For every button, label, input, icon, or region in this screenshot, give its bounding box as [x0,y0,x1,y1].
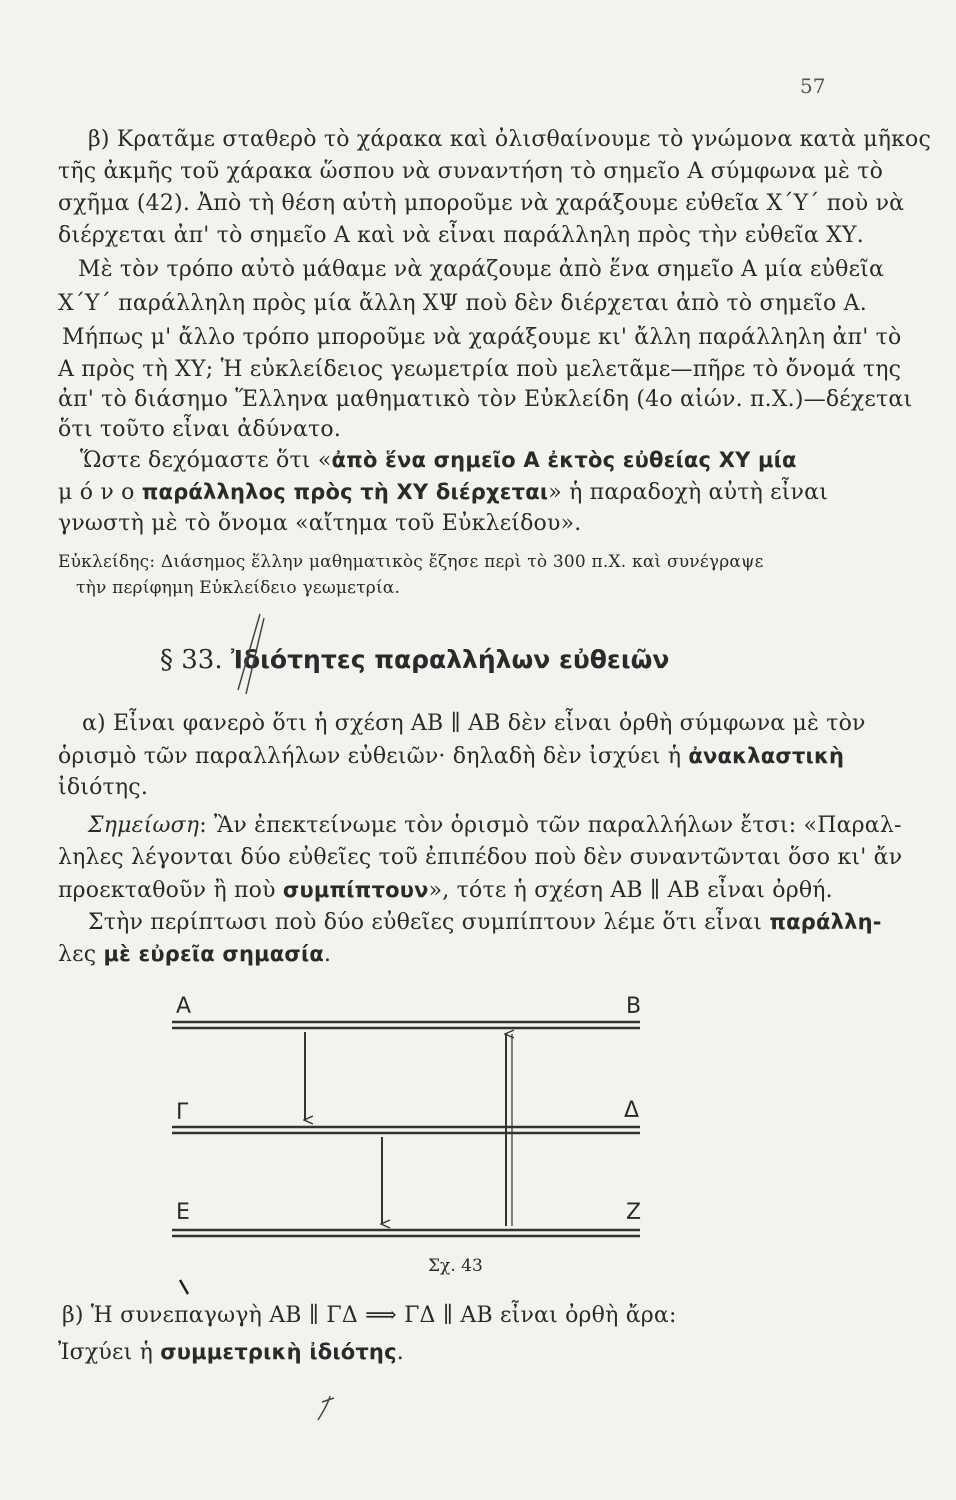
text-line: ἰδιότης. [58,775,149,800]
figure-caption: Σχ. 43 [428,1256,483,1276]
text-line: Α πρὸς τὴ ΧΥ; Ἡ εὐκλείδειος γεωμετρία ποὺ μελετᾶμε—πῆρε τὸ ὄνομά της [58,357,902,382]
label-z: Ζ [626,1200,642,1225]
text-line: τῆς ἀκμῆς τοῦ χάρακα ὥσπου νὰ συναντήση τὸ σημεῖο Α σύμφωνα μὲ τὸ [58,159,884,184]
text-span: λες [58,942,104,967]
text-span: ὁρισμὸ τῶν παραλλήλων εὐθειῶν· δηλαδὴ δὲν ἰσχύει ἡ [58,744,689,769]
label-a: Α [176,994,192,1019]
section-title: Ἰδιότητες παραλλήλων εὐθειῶν [230,645,670,674]
text-line: Μήπως μ' ἄλλο τρόπο μποροῦμε νὰ χαράξουμε κι' ἄλλη παράλληλη ἀπ' τὸ [62,325,902,350]
text-span: Ἰσχύει ἡ [58,1340,161,1365]
page-number: 57 [800,74,826,98]
text-line: διέρχεται ἀπ' τὸ σημεῖο Α καὶ νὰ εἶναι παράλληλη πρὸς τὴν εὐθεῖα ΧΥ. [58,223,864,248]
text-span: », τότε ἡ σχέση ΑΒ ∥ ΑΒ εἶναι ὀρθή. [428,878,833,903]
label-e: Ε [176,1200,190,1225]
bold-span: παράλλη- [769,910,882,934]
text-span: Στὴν περίπτωσι ποὺ δύο εὐθεῖες συμπίπτουν λέμε ὅτι εἶναι [88,910,770,935]
label-d: Δ [624,1098,640,1123]
text-line [58,1338,404,1367]
footnote-line: τὴν περίφημη Εὐκλείδειο γεωμετρία. [76,578,401,598]
text-line: Μὲ τὸν τρόπο αὐτὸ μάθαμε νὰ χαράζουμε ἀπὸ ἕνα σημεῖο Α μία εὐθεῖα [78,257,885,282]
section-number: § 33. [160,645,223,675]
text-span: : Ἂν ἐπεκτείνωμε τὸν ὁρισμὸ τῶν παραλλήλων ἔτσι: «Παραλ- [199,813,902,838]
text-line: Χ΄Υ΄ παράλληλη πρὸς μία ἄλλη ΧΨ ποὺ δὲν διέρχεται ἀπὸ τὸ σημεῖο Α. [58,291,867,316]
footnote-line: Εὐκλείδης: Διάσημος ἕλλην μαθηματικὸς ἔζησε περὶ τὸ 300 π.Χ. καὶ συνέγραψε [58,552,764,572]
bold-span: παράλληλος πρὸς τὴ ΧΥ διέρχεται [141,480,549,504]
text-line: α) Εἶναι φανερὸ ὅτι ἡ σχέση ΑΒ ∥ ΑΒ δὲν εἶναι ὀρθὴ σύμφωνα μὲ τὸν [82,711,866,736]
bold-span: συμμετρικὴ ἰδιότης [160,1340,397,1364]
label-b: Β [626,994,642,1019]
text-line: ὅτι τοῦτο εἶναι ἀδύνατο. [58,417,342,442]
note-line: ληλες λέγονται δύο εὐθεῖες τοῦ ἐπιπέδου ποὺ δὲν συναντῶνται ὅσο κι' ἄν [58,845,903,870]
text-line: β) Κρατᾶμε σταθερὸ τὸ χάρακα καὶ ὀλισθαίνουμε τὸ γνώμονα κατὰ μῆκος [88,127,932,152]
text-line: β) Ἡ συνεπαγωγὴ ΑΒ ∥ ΓΔ ⟹ ΓΔ ∥ ΑΒ εἶναι ὀρθὴ ἄρα: [62,1303,677,1328]
bold-span: ἀπὸ ἕνα σημεῖο Α ἐκτὸς εὐθείας ΧΥ μία [331,448,797,472]
label-g: Γ [176,1100,189,1125]
bold-span: ἀνακλαστικὴ [688,744,845,768]
spaced-text: μ ό ν ο [58,480,142,505]
pencil-mark [180,1280,188,1294]
text-span: προεκταθοῦν ἢ ποὺ [58,878,283,903]
text-span: . [396,1340,404,1365]
bold-span: συμπίπτουν [282,878,429,902]
postulate-line: γνωστὴ μὲ τὸ ὄνομα «αἴτημα τοῦ Εὐκλείδου». [58,511,582,536]
text-span: » ἡ παραδοχὴ αὐτὴ εἶναι [548,480,829,505]
text-span: . [324,942,332,967]
italic-span: Σημείωση [88,813,200,838]
text-line: ἀπ' τὸ διάσημο Ἕλληνα μαθηματικὸ τὸν Εὐκλείδη (4ο αἰών. π.Χ.)—δέχεται [58,387,913,412]
text-line: σχῆμα (42). Ἀπὸ τὴ θέση αὐτὴ μποροῦμε νὰ χαράξουμε εὐθεῖα Χ΄Υ΄ ποὺ νὰ [58,191,905,216]
bold-span: μὲ εὐρεῖα σημασία [103,942,324,966]
pencil-scribble-bottom [318,1396,334,1420]
text-span: Ὥστε δεχόμαστε ὅτι « [80,448,332,473]
